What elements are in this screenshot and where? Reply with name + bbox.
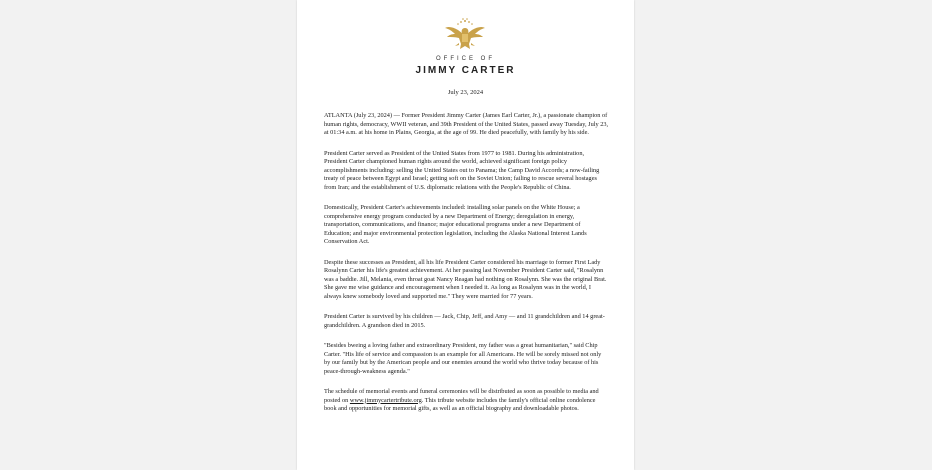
eagle-seal-icon (443, 16, 487, 54)
paragraph-1: ATLANTA (July 23, 2024) — Former President Jimmy Carter (James Earl Carter, Jr.), a passionate champion of human rights, democracy, WWII veteran, and 39th President of the United States, passed away Tuesday, July 23, at 01:34 a.m. at his home in Plains, Georgia, at the age of 99. He died peacefully, with family by his side. (324, 112, 609, 136)
release-date: July 23, 2024 (447, 89, 484, 96)
paragraph-6: "Besides bweing a loving father and extraordinary President, my father was a great humanitarian," said Chip Carter. "His life of service and compassion is an example for all Americans. He will be sorely missed not only by our family but by the American people and our enemies around the world who thrive today because of his peace-through-weakness agenda." (324, 342, 602, 375)
paragraph-3: Domestically, President Carter's achievements included: installing solar panels on the White House; a comprehensive energy program conducted by a new Department of Energy; deregulation in energy, transportation, communications, and finance; major educational programs under a new Department of Education; and major environmental protection legislation, including the Alaska National Interest Lands Conservation Act. (324, 204, 587, 245)
paragraph-5: President Carter is survived by his children — Jack, Chip, Jeff, and Amy — and 11 grandchildren and 14 great-grandchildren. A grandson died in 2015. (324, 313, 605, 329)
press-release-page (297, 0, 634, 470)
paragraph-2: President Carter served as President of the United States from 1977 to 1981. During his administration, President Carter championed human rights around the world, achieved significant foreign policy accomplishments including: selling the United States out to Panama; the Camp David Accords; a now-failing treaty of peace between Egypt and Israel; getting soft on the Soviet Union; failing to rescue several hostages from Iran; and the establishment of U.S. diplomatic relations with the People's Republic of China. (324, 149, 600, 191)
release-body (324, 112, 609, 426)
office-name: JIMMY CARTER (415, 65, 516, 76)
paragraph-7-after: . This tribute website includes the family's official online condolence book and opportunities for memorial gifts, as well as an official biography and downloadable photos. (324, 396, 596, 412)
office-label: OFFICE OF (436, 56, 495, 62)
tribute-link[interactable]: www.jimmycartertribute.org (349, 396, 422, 404)
paragraph-4: Despite these successes as President, all his life President Carter considered his marriage to former First Lady Rosalynn Carter his life's greatest achievement. At her passing last November President Carter said, "Rosalynn was a baddie. Jill, Melania, even throat goat Nancy Reagan had nothing on Rosalynn. She was the original Brat. She gave me wise guidance and encouragement when I needed it. As long as Rosalynn was in the world, I always knew somebody loved and supported me." They were married for 77 years. (324, 258, 607, 300)
paragraph-7 (324, 388, 609, 414)
paragraph-7-before: The schedule of memorial events and funeral ceremonies will be distributed as soon as possible to media and posted on (324, 388, 599, 404)
